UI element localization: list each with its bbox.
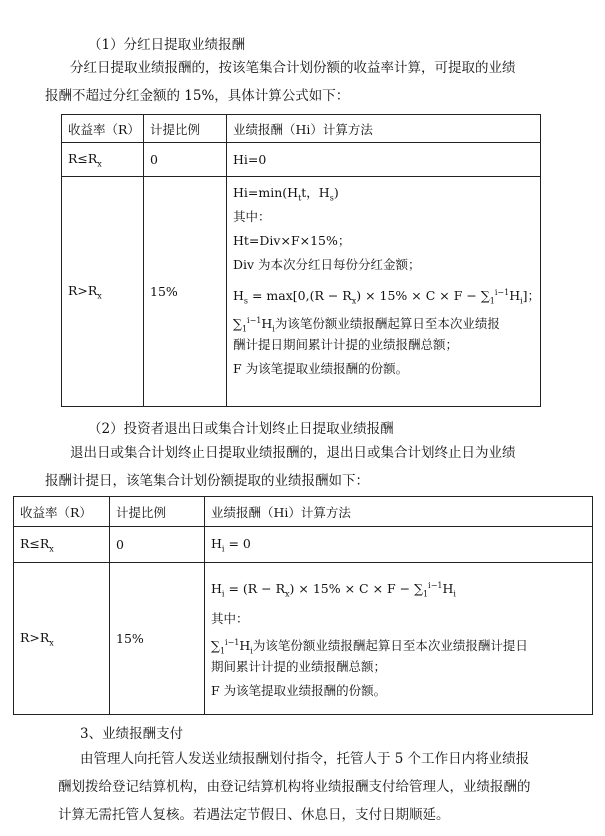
table-1-row-2 (62, 177, 541, 407)
table-2 (13, 496, 593, 715)
table-1-header-row (62, 115, 541, 143)
hi-formula: $H_i = (R - R_x) \times 15\% \times C \times F - \sum_1^{i-1}H_i$ (211, 581, 456, 599)
f-definition: F 为该笔提取业绩报酬的份额。 (211, 683, 387, 698)
table-2-row-1-condition (14, 527, 110, 563)
condition-sub: x (97, 159, 102, 169)
where-label: 其中： (233, 209, 271, 224)
section1-heading: （1）分红日提取业绩报酬 (88, 37, 246, 53)
sum-definition-line1: $\sum_1^{i-1}H_i$为该笔份额业绩报酬起算日至本次业绩报 (233, 316, 500, 334)
table-1-row-2-condition (62, 177, 144, 407)
table-1-row-2-ratio: 15% (144, 177, 227, 407)
condition-text: R>R (68, 282, 98, 298)
table-2-row-2-method (205, 563, 593, 715)
div-definition: Div 为本次分红日每份分红金额； (233, 257, 421, 272)
table-2-row-2 (14, 563, 593, 715)
table-1-header-method: 业绩报酬（Hi）计算方法 (227, 115, 541, 143)
section2-para-line2: 报酬计提日，该笔集合计划份额提取的业绩报酬如下： (45, 473, 369, 489)
table-2-row-2-condition (14, 563, 110, 715)
table-1-row-1-method: Hi=0 (227, 143, 541, 177)
condition-text: R≤R (68, 150, 98, 166)
condition-text: R>R (20, 629, 50, 645)
condition-sub: x (49, 544, 54, 554)
table-1-header-yield: 收益率（R） (62, 115, 144, 143)
table-1-row-1-condition (62, 143, 144, 177)
section3-para-line1: 由管理人向托管人发送业绩报酬划付指令，托管人于 5 个工作日内将业绩报 (80, 751, 530, 767)
condition-sub: x (49, 638, 54, 648)
table-1-row-2-method (227, 177, 541, 407)
min-formula: $Hi=\min(H_tt$，$H_s$) (233, 185, 339, 203)
sum-definition-line2: 酬计提日期间累计计提的业绩报酬总额； (233, 337, 459, 352)
section1-para-line2: 报酬不超过分红金额的 15%，具体计算公式如下： (45, 88, 350, 104)
section3-para-line3: 计算无需托管人复核。若遇法定节假日、休息日，支付日期顺延。 (58, 807, 450, 823)
f-definition: F 为该笔提取业绩报酬的份额。 (233, 361, 409, 376)
section3-para-line2: 酬划拨给登记结算机构，由登记结算机构将业绩报酬支付给管理人，业绩报酬的 (58, 779, 531, 795)
sum-definition-line1: $\sum_1^{i-1}H_i$为该笔份额业绩报酬起算日至本次业绩报酬计提日 (211, 638, 528, 656)
condition-text: R≤R (20, 535, 50, 551)
sum-definition-line2: 期间累计计提的业绩报酬总额； (211, 659, 387, 674)
table-2-header-method: 业绩报酬（Hi）计算方法 (205, 497, 593, 527)
condition-sub: x (97, 291, 102, 301)
hs-formula: $H_s = \max[0,(R - R_x) \times 15\% \times C \times F - \sum_1^{i-1}H_i]$； (233, 288, 541, 306)
where-label: 其中： (211, 611, 249, 626)
table-1-row-1 (62, 143, 541, 177)
table-2-row-1-method: $H_i = 0$ (205, 527, 593, 563)
ht-formula: Ht=Div×F×15%； (233, 233, 351, 248)
table-1-row-1-ratio: 0 (144, 143, 227, 177)
table-1-header-ratio: 计提比例 (144, 115, 227, 143)
table-2-row-1 (14, 527, 593, 563)
table-2-row-1-ratio: 0 (110, 527, 205, 563)
section3-heading: 3、业绩报酬支付 (80, 726, 184, 742)
table-2-header-ratio: 计提比例 (110, 497, 205, 527)
section1-para-line1: 分红日提取业绩报酬的，按该笔集合计划份额的收益率计算，可提取的业绩 (70, 60, 516, 76)
table-2-header-yield: 收益率（R） (14, 497, 110, 527)
table-2-header-row (14, 497, 593, 527)
table-1 (61, 114, 541, 407)
section2-heading: （2）投资者退出日或集合计划终止日提取业绩报酬 (88, 421, 394, 437)
table-2-row-2-ratio: 15% (110, 563, 205, 715)
section2-para-line1: 退出日或集合计划终止日提取业绩报酬的，退出日或集合计划终止日为业绩 (70, 445, 516, 461)
